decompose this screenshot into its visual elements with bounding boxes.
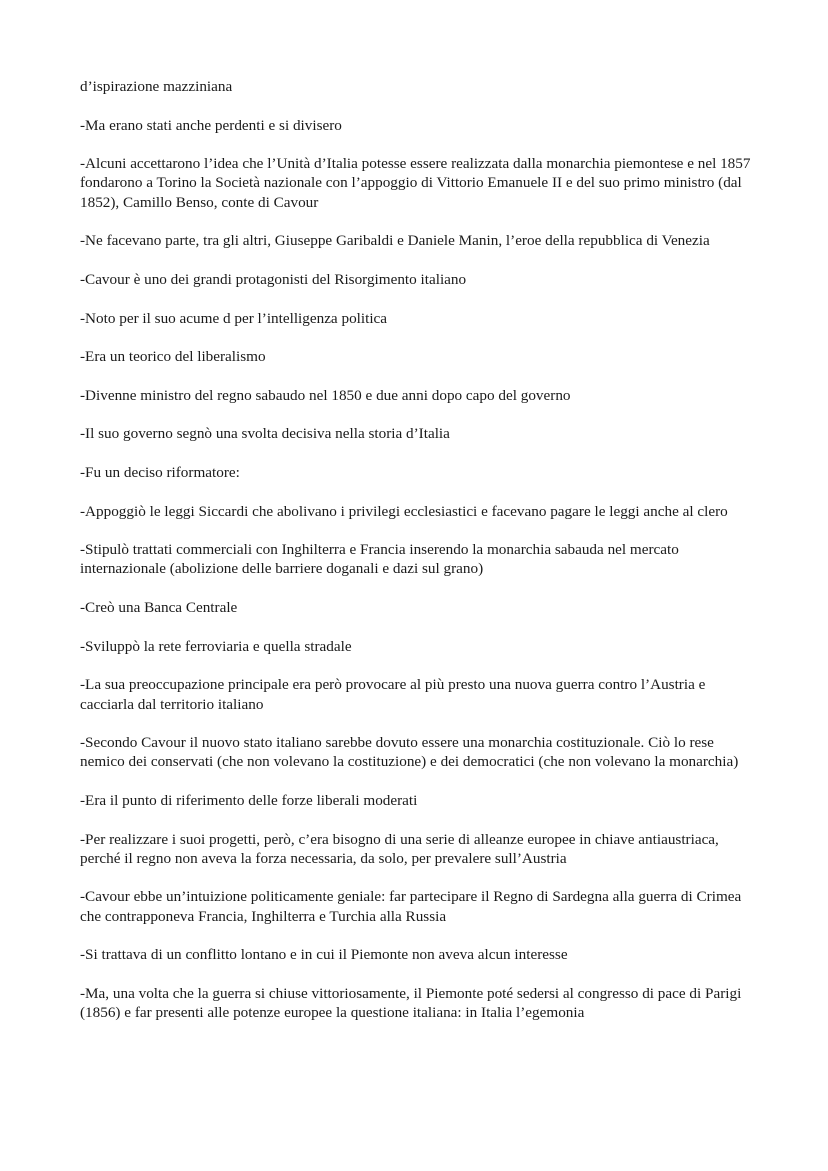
paragraph: -Il suo governo segnò una svolta decisiva nella storia d’Italia [80,425,450,443]
paragraph: -Noto per il suo acume d per l’intelligenza politica [80,309,388,327]
paragraph: -Cavour è uno dei grandi protagonisti del Risorgimento italiano [80,270,467,288]
paragraph: -Era un teorico del liberalismo [80,348,266,366]
paragraph: -Cavour ebbe un’intuizione politicamente geniale: far partecipare il Regno di Sardegna alla guerra di Crimea che contrapponeva Francia, Inghilterra e Turchia alla Russia [80,888,742,925]
paragraph: -Fu un deciso riformatore: [80,463,240,481]
paragraph: -Divenne ministro del regno sabaudo nel 1850 e due anni dopo capo del governo [80,386,571,404]
paragraph: -Sviluppò la rete ferroviaria e quella stradale [80,637,352,655]
paragraph: -Appoggiò le leggi Siccardi che abolivano i privilegi ecclesiastici e facevano pagare le leggi anche al clero [80,502,728,520]
paragraph: -La sua preoccupazione principale era però provocare al più presto una nuova guerra contro l’Austria e cacciarla dal territorio italiano [80,676,706,713]
paragraph: -Secondo Cavour il nuovo stato italiano sarebbe dovuto essere una monarchia costituzionale. Ciò lo rese nemico dei conservati (che non volevano la costituzione) e dei democratici (che non volevano la monarchia) [80,734,739,771]
paragraph: -Ma, una volta che la guerra si chiuse vittoriosamente, il Piemonte poté sedersi al congresso di pace di Parigi (1856) e far presenti alle potenze europee la questione italiana: in Italia l’egemonia [80,984,742,1022]
paragraph: -Ne facevano parte, tra gli altri, Giuseppe Garibaldi e Daniele Manin, l’eroe della repubblica di Venezia [80,232,710,250]
paragraph: -Era il punto di riferimento delle forze liberali moderati [80,791,418,809]
paragraph: -Alcuni accettarono l’idea che l’Unità d’Italia potesse essere realizzata dalla monarchia piemontese e nel 1857 fondarono a Torino la Società nazionale con l’appoggio di Vittorio Emanuele II e del suo primo ministro (dal 1852), Camillo Benso, conte di Cavour [80,155,751,211]
paragraph: -Per realizzare i suoi progetti, però, c’era bisogno di una serie di alleanze europee in chiave antiaustriaca, perché il regno non aveva la forza necessaria, da solo, per prevalere sull’Austria [80,830,719,867]
paragraph: -Creò una Banca Centrale [80,599,238,617]
paragraph: d’ispirazione mazziniana [80,78,233,95]
paragraph: -Si trattava di un conflitto lontano e in cui il Piemonte non aveva alcun interesse [80,946,568,964]
paragraph: -Ma erano stati anche perdenti e si divisero [80,116,342,134]
paragraph: -Stipulò trattati commerciali con Inghilterra e Francia inserendo la monarchia sabauda nel mercato internazionale (abolizione delle barriere doganali e dazi sul grano) [80,541,679,578]
document-body [80,77,755,1042]
